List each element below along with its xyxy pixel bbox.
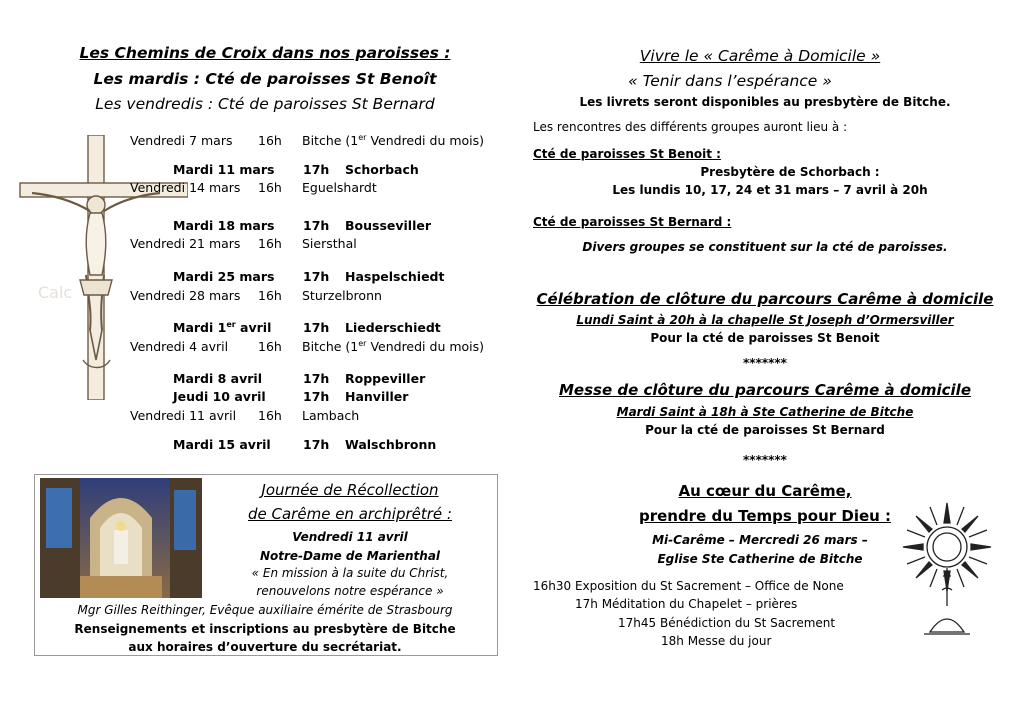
left-title: Les Chemins de Croix dans nos paroisses : [79, 44, 451, 62]
right-subtitle: « Tenir dans l’espérance » [628, 72, 832, 90]
schedule-place: Eguelshardt [302, 180, 377, 195]
schedule-place: Haspelschiedt [345, 269, 445, 284]
crucifix-icon [18, 135, 188, 400]
schedule-day: Mardi 25 mars [173, 269, 275, 284]
bernard-label: Cté de paroisses St Bernard : [533, 215, 732, 229]
program-line-4: 18h Messe du jour [661, 634, 772, 648]
closing-mass-title: Messe de clôture du parcours Carême à domicile [558, 381, 972, 399]
recollection-date: Vendredi 11 avril [292, 530, 408, 544]
schedule-day: Mardi 15 avril [173, 437, 271, 452]
schedule-day: Vendredi 21 mars [130, 236, 241, 251]
schedule-day: Vendredi 4 avril [130, 339, 229, 354]
schedule-day: Mardi 8 avril [173, 371, 262, 386]
schedule-time: 17h [303, 320, 330, 335]
schedule-place: Bitche (1er Vendredi du mois) [302, 133, 485, 149]
closing-mass-for: Pour la cté de paroisses St Bernard [645, 423, 885, 437]
recollection-speaker: Mgr Gilles Reithinger, Evêque auxiliaire émérite de Strasbourg [77, 603, 453, 617]
schedule-time: 17h [303, 269, 330, 284]
schedule-day: Vendredi 7 mars [130, 133, 233, 148]
schedule-day: Vendredi 14 mars [130, 180, 241, 195]
program-line-2: 17h Méditation du Chapelet – prières [575, 597, 798, 611]
schedule-time: 16h [258, 408, 282, 423]
right-title: Vivre le « Carême à Domicile » [639, 47, 881, 65]
schedule-time: 17h [303, 162, 330, 177]
closing-celebration-when: Lundi Saint à 20h à la chapelle St Joseph d’Ormersviller [576, 313, 954, 327]
program-line-3: 17h45 Bénédiction du St Sacrement [618, 616, 836, 630]
booklets-note: Les livrets seront disponibles au presbytère de Bitche. [579, 95, 951, 109]
monstrance-icon [900, 502, 995, 642]
schedule-time: 16h [258, 236, 282, 251]
benoit-dates: Les lundis 10, 17, 24 et 31 mars – 7 avril à 20h [612, 183, 928, 197]
separator-stars-1: ******* [743, 356, 787, 370]
schedule-day: Mardi 11 mars [173, 162, 275, 177]
left-subtitle-tuesdays: Les mardis : Cté de paroisses St Benoît [93, 70, 437, 88]
schedule-time: 16h [258, 180, 282, 195]
church-interior-image [40, 478, 202, 598]
closing-mass-when: Mardi Saint à 18h à Ste Catherine de Bitche [616, 405, 914, 419]
left-subtitle-fridays: Les vendredis : Cté de paroisses St Bernard [95, 95, 435, 113]
mid-lent-church: Eglise Ste Catherine de Bitche [657, 552, 863, 566]
recollection-place: Notre-Dame de Marienthal [259, 549, 441, 563]
schedule-place: Hanviller [345, 389, 409, 404]
program-line-1: 16h30 Exposition du St Sacrement – Office de None [533, 579, 844, 593]
meetings-note: Les rencontres des différents groupes auront lieu à : [533, 120, 848, 134]
schedule-place: Bousseviller [345, 218, 432, 233]
recollection-theme-2: renouvelons notre espérance » [256, 584, 444, 598]
watermark-text: Calc [38, 283, 73, 302]
separator-stars-2: ******* [743, 453, 787, 467]
schedule-time: 16h [258, 133, 282, 148]
recollection-info-2: aux horaires d’ouverture du secrétariat. [128, 640, 402, 654]
recollection-title-1: Journée de Récollection [261, 481, 439, 499]
schedule-place: Walschbronn [345, 437, 437, 452]
schedule-day: Vendredi 11 avril [130, 408, 237, 423]
closing-celebration-title: Célébration de clôture du parcours Carême à domicile [536, 290, 994, 308]
benoit-place: Presbytère de Schorbach : [700, 165, 880, 179]
recollection-theme-1: « En mission à la suite du Christ, [251, 566, 449, 580]
schedule-day: Mardi 18 mars [173, 218, 275, 233]
schedule-day: Jeudi 10 avril [173, 389, 266, 404]
schedule-time: 17h [303, 218, 330, 233]
bernard-text: Divers groupes se constituent sur la cté de paroisses. [582, 240, 948, 254]
schedule-time: 17h [303, 389, 330, 404]
heart-of-lent-title-2: prendre du Temps pour Dieu : [638, 507, 892, 525]
closing-celebration-for: Pour la cté de paroisses St Benoit [650, 331, 880, 345]
recollection-title-2: de Carême en archiprêtré : [248, 505, 452, 523]
schedule-place: Sturzelbronn [302, 288, 382, 303]
schedule-place: Schorbach [345, 162, 419, 177]
schedule-day: Mardi 1er avril [173, 320, 272, 336]
recollection-info-1: Renseignements et inscriptions au presbytère de Bitche [74, 622, 456, 636]
schedule-place: Lambach [302, 408, 360, 423]
schedule-place: Bitche (1er Vendredi du mois) [302, 339, 485, 355]
mid-lent-date: Mi-Carême – Mercredi 26 mars – [652, 533, 868, 547]
schedule-place: Siersthal [302, 236, 357, 251]
benoit-label: Cté de paroisses St Benoit : [533, 147, 721, 161]
schedule-time: 16h [258, 288, 282, 303]
heart-of-lent-title-1: Au cœur du Carême, [678, 482, 852, 500]
schedule-place: Roppeviller [345, 371, 426, 386]
schedule-time: 16h [258, 339, 282, 354]
schedule-place: Liederschiedt [345, 320, 441, 335]
schedule-time: 17h [303, 437, 330, 452]
schedule-day: Vendredi 28 mars [130, 288, 241, 303]
schedule-time: 17h [303, 371, 330, 386]
